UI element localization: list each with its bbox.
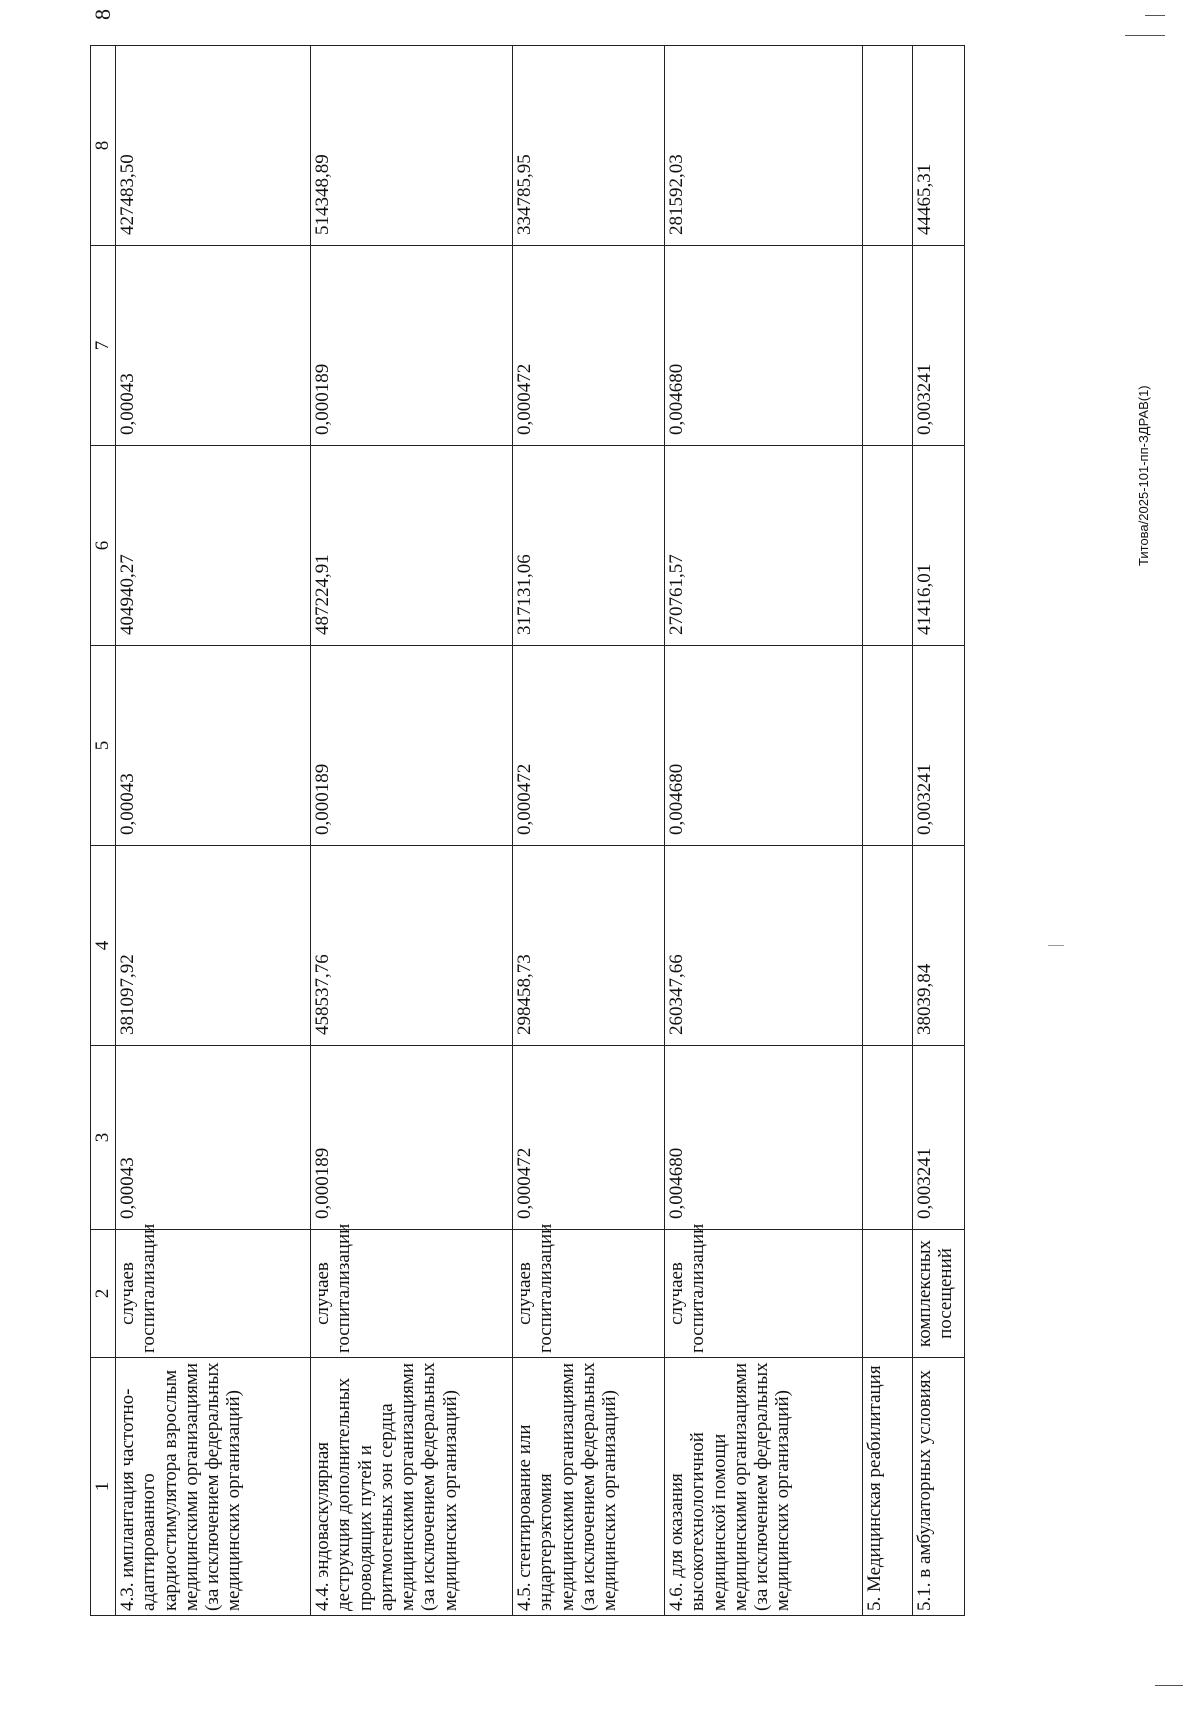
tariff-table	[90, 45, 965, 1616]
row-unit: случаев госпитализации	[665, 1230, 863, 1358]
row-unit	[863, 1230, 913, 1358]
cell-value: 298458,73	[513, 846, 665, 1046]
row-name: 4.4. эндоваскулярная деструкция дополнительных проводящих путей и аритмогенных зон сердца медицинскими организациями (за исключением федеральных медицинских организаций)	[311, 1358, 513, 1616]
scan-artifact	[1048, 945, 1064, 946]
cell-value: 41416,01	[913, 446, 965, 646]
cell-value: 514348,89	[311, 46, 513, 246]
row-name: 4.6. для оказания высокотехнологичной медицинской помощи медицинскими организациями (за исключением федеральных медицинских организаций)	[665, 1358, 863, 1616]
cell-value: 0,003241	[913, 1046, 965, 1230]
cell-value	[863, 446, 913, 646]
scan-artifact	[1155, 1685, 1183, 1686]
row-unit: случаев госпитализации	[116, 1230, 311, 1358]
table-row	[311, 46, 513, 1616]
cell-value: 0,000472	[513, 646, 665, 846]
cell-value: 0,004680	[665, 646, 863, 846]
page-number: 8	[90, 9, 115, 20]
row-name: 4.5. стентирование или эндартерэктомия медицинскими организациями (за исключением федеральных медицинских организаций)	[513, 1358, 665, 1616]
row-unit: случаев госпитализации	[513, 1230, 665, 1358]
cell-value: 0,004680	[665, 1046, 863, 1230]
table-row	[513, 46, 665, 1616]
cell-value: 260347,66	[665, 846, 863, 1046]
header-cell: 3	[91, 1046, 116, 1230]
cell-value: 334785,95	[513, 46, 665, 246]
cell-value: 0,00043	[116, 1046, 311, 1230]
header-cell: 1	[91, 1358, 116, 1616]
cell-value	[863, 246, 913, 446]
cell-value: 0,00043	[116, 646, 311, 846]
document-code: Титова/2025-101-пп-ЗДРАВ(1)	[1136, 385, 1151, 566]
header-cell: 2	[91, 1230, 116, 1358]
cell-value	[863, 646, 913, 846]
cell-value: 270761,57	[665, 446, 863, 646]
row-name: 5. Медицинская реабилитация	[863, 1358, 913, 1616]
cell-value: 0,004680	[665, 246, 863, 446]
table-row	[863, 46, 913, 1616]
row-name: 5.1. в амбулаторных условиях	[913, 1358, 965, 1616]
header-cell: 5	[91, 646, 116, 846]
row-unit: случаев госпитализации	[311, 1230, 513, 1358]
table-row	[913, 46, 965, 1616]
cell-value: 0,000472	[513, 246, 665, 446]
cell-value: 487224,91	[311, 446, 513, 646]
header-cell: 7	[91, 246, 116, 446]
cell-value	[863, 846, 913, 1046]
cell-value: 458537,76	[311, 846, 513, 1046]
cell-value: 0,003241	[913, 246, 965, 446]
header-cell: 4	[91, 846, 116, 1046]
cell-value: 0,000189	[311, 646, 513, 846]
cell-value: 0,00043	[116, 246, 311, 446]
cell-value: 317131,06	[513, 446, 665, 646]
cell-value: 44465,31	[913, 46, 965, 246]
cell-value: 0,000189	[311, 246, 513, 446]
cell-value: 38039,84	[913, 846, 965, 1046]
scan-artifact	[1145, 15, 1165, 16]
cell-value: 404940,27	[116, 446, 311, 646]
row-name: 4.3. имплантация частотно-адаптированного кардиостимулятора взрослым медицинскими организациями (за исключением федеральных медицинских организаций)	[116, 1358, 311, 1616]
header-cell: 8	[91, 46, 116, 246]
cell-value: 381097,92	[116, 846, 311, 1046]
header-row	[91, 46, 116, 1616]
cell-value: 427483,50	[116, 46, 311, 246]
cell-value: 0,003241	[913, 646, 965, 846]
cell-value	[863, 46, 913, 246]
scan-artifact	[1125, 35, 1165, 36]
header-cell: 6	[91, 446, 116, 646]
row-unit: комплексных посещений	[913, 1230, 965, 1358]
cell-value: 0,000472	[513, 1046, 665, 1230]
cell-value	[863, 1046, 913, 1230]
cell-value: 0,000189	[311, 1046, 513, 1230]
cell-value: 281592,03	[665, 46, 863, 246]
table-row	[665, 46, 863, 1616]
table-row	[116, 46, 311, 1616]
